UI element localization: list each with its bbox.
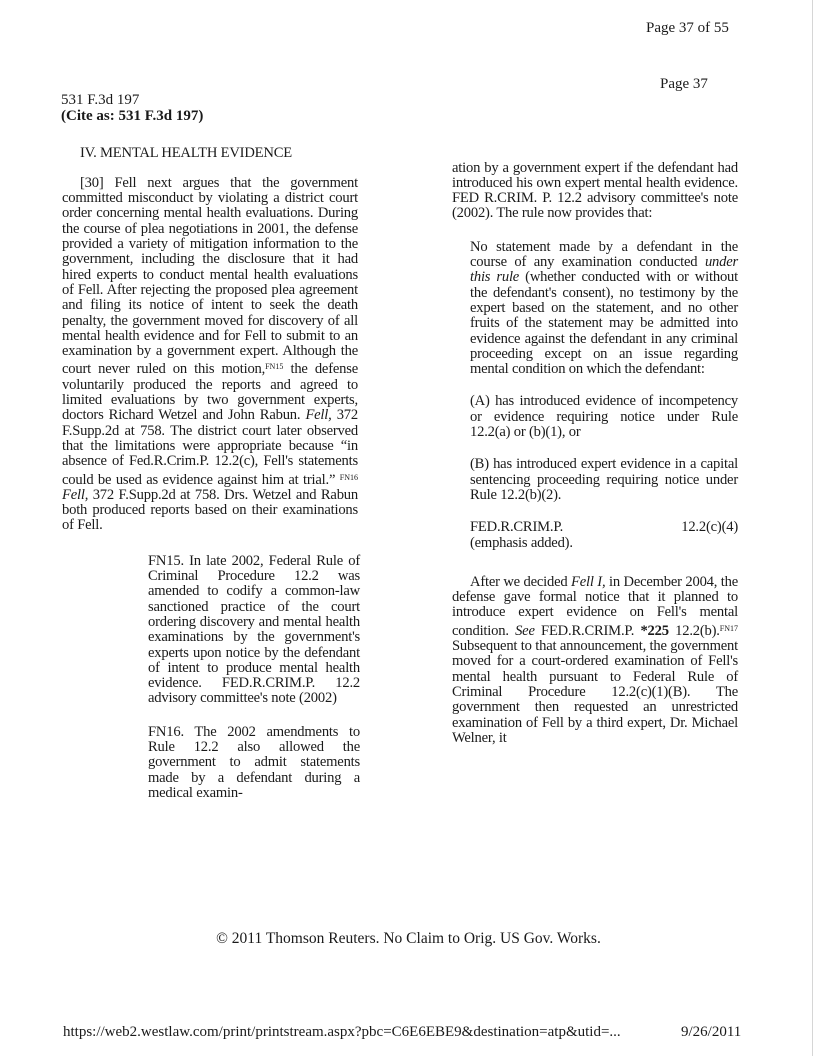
copyright-footer: © 2011 Thomson Reuters. No Claim to Orig. US Gov. Works. [216, 930, 601, 947]
footnote-fn15: FN15. In late 2002, Federal Rule of Criminal Procedure 12.2 was amended to codify a common-law sanctioned practice of the court ordering discovery and mental health examinations by the government's experts upon notice by the defendant of intent to produce mental health evidence. FED.R.CRIM.P. 12.2 advisory committee's note (2002) [148, 552, 360, 707]
footnote-fn16: FN16. The 2002 amendments to Rule 12.2 also allowed the government to admit statements made by a defendant during a medical examin- [148, 723, 360, 801]
section-heading: IV. MENTAL HEALTH EVIDENCE [80, 145, 292, 161]
cite-as: (Cite as: 531 F.3d 197) [61, 108, 204, 124]
left-column [62, 146, 358, 816]
citation: 531 F.3d 197 [61, 92, 140, 108]
block-quote-a: (A) has introduced evidence of incompetency or evidence requiring notice under Rule 12.2(a) or (b)(1), or [470, 393, 738, 441]
star-page-marker: *225 [640, 622, 669, 639]
footnote-ref-fn17[interactable]: FN17 [719, 623, 738, 633]
paragraph-30: [30] Fell next argues that the government committed misconduct by violating a district court order concerning mental health evaluations. During the course of plea negotiations in 2001, the defense provided a variety of mitigation information to the government, including the disclosure that it had hired experts to conduct mental health evaluations of Fell. After rejecting the proposed plea agreement and filing its notice of intent to seek the death penalty, the government moved for discovery of all mental health evidence and for Fell to submit to an examination by a government expert. Although the court never ruled on this motion,$^{FN15}$ the defense voluntarily produced the reports and agreed to limited evaluations by two government experts, doctors Richard Wetzel and John Rabun. Fell, 372 F.Supp.2d at 758. The district court later observed that the limitations were appropriate because “in absence of Fed.R.Crim.P. 12.2(c), Fell's statements could be used as evidence against him at trial.” $^{FN16}$ Fell, 372 F.Supp.2d at 758. Drs. Wetzel and Rabun both produced reports based on their examinations of Fell. [62, 174, 358, 534]
print-date: 9/26/2011 [681, 1024, 742, 1040]
quote-citation: FED.R.CRIM.P. 12.2(c)(4) (emphasis added). [470, 519, 738, 551]
page-edge-rule [812, 0, 813, 1056]
footnote-continuation: ation by a government expert if the defendant had introduced his own expert mental health evidence. FED R.CRIM. P. 12.2 advisory committee's note (2002). The rule now provides that: [452, 159, 738, 222]
paragraph-fell-i: After we decided Fell I, in December 2004, the defense gave formal notice that it planned to introduce expert evidence on Fell's mental condition. See FED.R.CRIM.P. *225 12.2(b).$^{FN17}$ Subsequent to that announcement, the government moved for a court-ordered examination of Fell's mental health pursuant to Federal Rule of Criminal Procedure 12.2(c)(1)(B). The government then requested an unrestricted examination of Fell by a third expert, Dr. Michael Welner, it [452, 573, 739, 746]
footnote-ref-fn16[interactable]: FN16 [339, 472, 358, 482]
page-of-indicator: Page 37 of 55 [646, 20, 729, 36]
page-number: Page 37 [660, 76, 708, 92]
right-column [452, 146, 738, 761]
block-quote-rule: No statement made by a defendant in the course of any examination conducted under this rule (whether conducted with or without the defendant's consent), no testimony by the expert based on the statement, and no other fruits of the statement may be admitted into evidence against the defendant in any criminal proceeding except on an issue regarding mental condition on which the defendant: [470, 238, 738, 378]
footnote-ref-fn15[interactable]: FN15 [265, 362, 284, 372]
block-quote-b: (B) has introduced expert evidence in a capital sentencing proceeding requiring notice under Rule 12.2(b)(2). [470, 456, 738, 503]
print-url: https://web2.westlaw.com/print/printstream.aspx?pbc=C6E6EBE9&destination=atp&utid=... [63, 1024, 621, 1040]
